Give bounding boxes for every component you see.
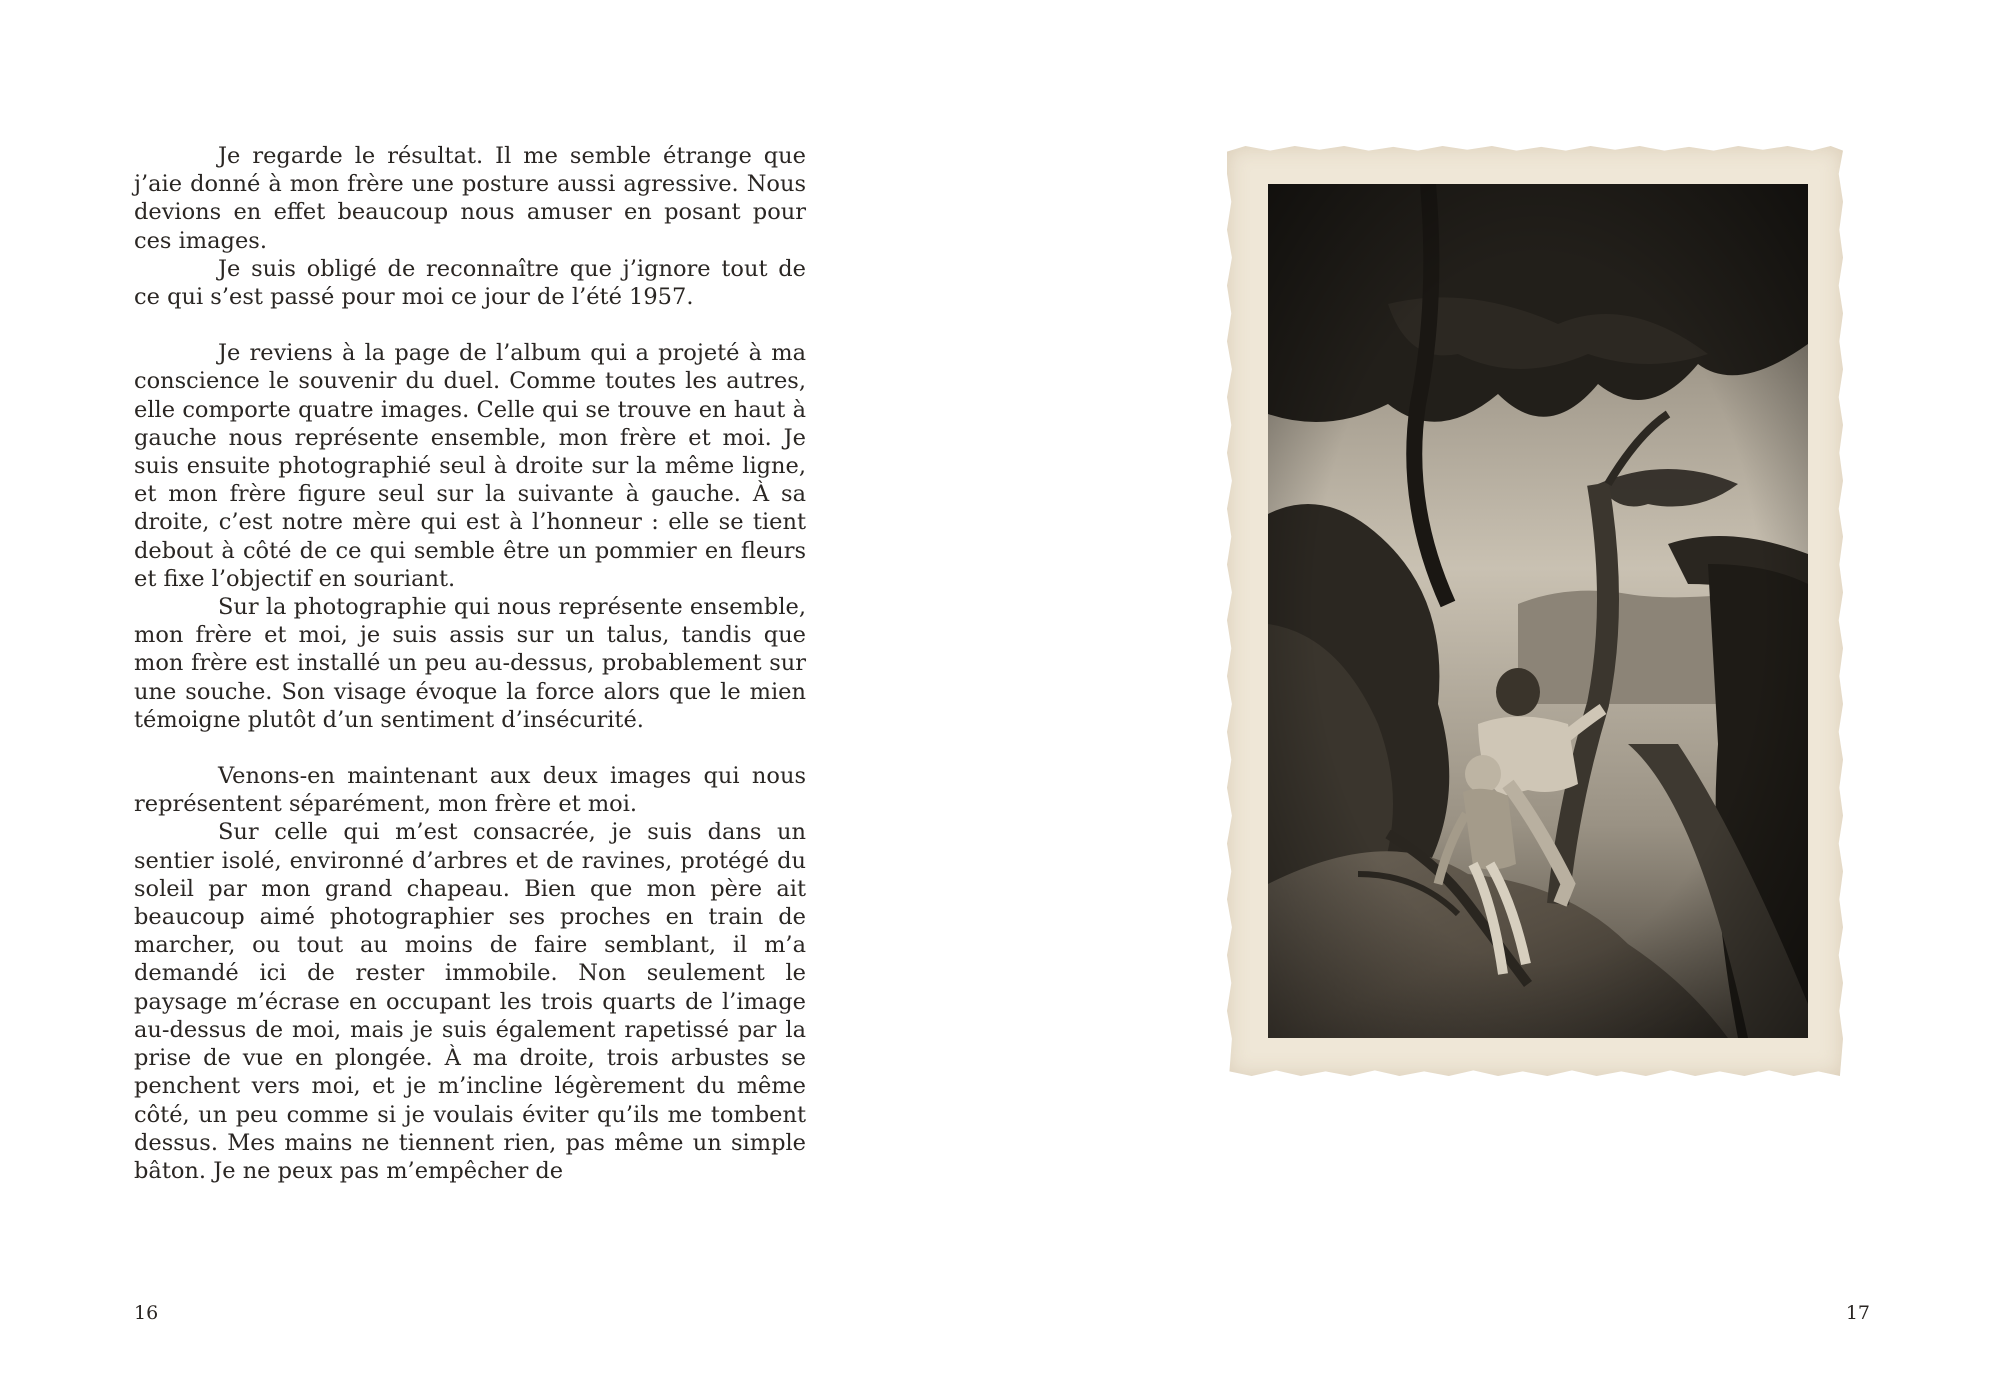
page-number-left: 16 [134, 1302, 159, 1324]
photo-illustration [1268, 184, 1808, 1038]
paragraph-2: Je suis obligé de reconnaître que j’ignore tout de ce qui s’est passé pour moi ce jour de l’été 1957. [134, 255, 806, 311]
paragraph-1: Je regarde le résultat. Il me semble étrange que j’aie donné à mon frère une posture aussi agressive. Nous devions en effet beaucoup nous amuser en posant pour ces images. [134, 143, 806, 254]
paragraph-5: Venons-en maintenant aux deux images qui nous représentent séparément, mon frère et moi. [134, 763, 806, 818]
body-text [134, 142, 806, 1185]
photograph [1268, 184, 1808, 1038]
paragraph-6: Sur celle qui m’est consacrée, je suis dans un sentier isolé, environné d’arbres et de ravines, protégé du soleil par mon grand chapeau. Bien que mon père ait beaucoup aimé photographier ses proches en train de marcher, ou tout au moins de faire semblant, il m’a demandé ici de rester immobile. Non seulement le paysage m’écrase en occupant les trois quarts de l’image au-dessus de moi, mais je suis également rapetissé par la prise de vue en plongée. À ma droite, trois arbustes se penchent vers moi, et je m’incline légèrement du même côté, un peu comme si je voulais éviter qu’ils me tombent dessus. Mes mains ne tiennent rien, pas même un simple bâton. Je ne peux pas m’empêcher de [134, 819, 806, 1184]
right-page [1000, 0, 2000, 1400]
photo-print [1227, 146, 1843, 1076]
page-number-right: 17 [1845, 1302, 1870, 1324]
paragraph-3: Je reviens à la page de l’album qui a projeté à ma conscience le souvenir du duel. Comme toutes les autres, elle comporte quatre images. Celle qui se trouve en haut à gauche nous représente ensemble, mon frère et moi. Je suis ensuite photographié seul à droite sur la même ligne, et mon frère figure seul sur la suivante à gauche. À sa droite, c’est notre mère qui est à l’honneur : elle se tient debout à côté de ce qui semble être un pommier en fleurs et fixe l’objectif en souriant. [134, 340, 806, 592]
paragraph-4: Sur la photographie qui nous représente ensemble, mon frère et moi, je suis assis sur un talus, tandis que mon frère est installé un peu au-dessus, probablement sur une souche. Son visage évoque la force alors que le mien témoigne plutôt d’un sentiment d’insécurité. [134, 594, 806, 733]
